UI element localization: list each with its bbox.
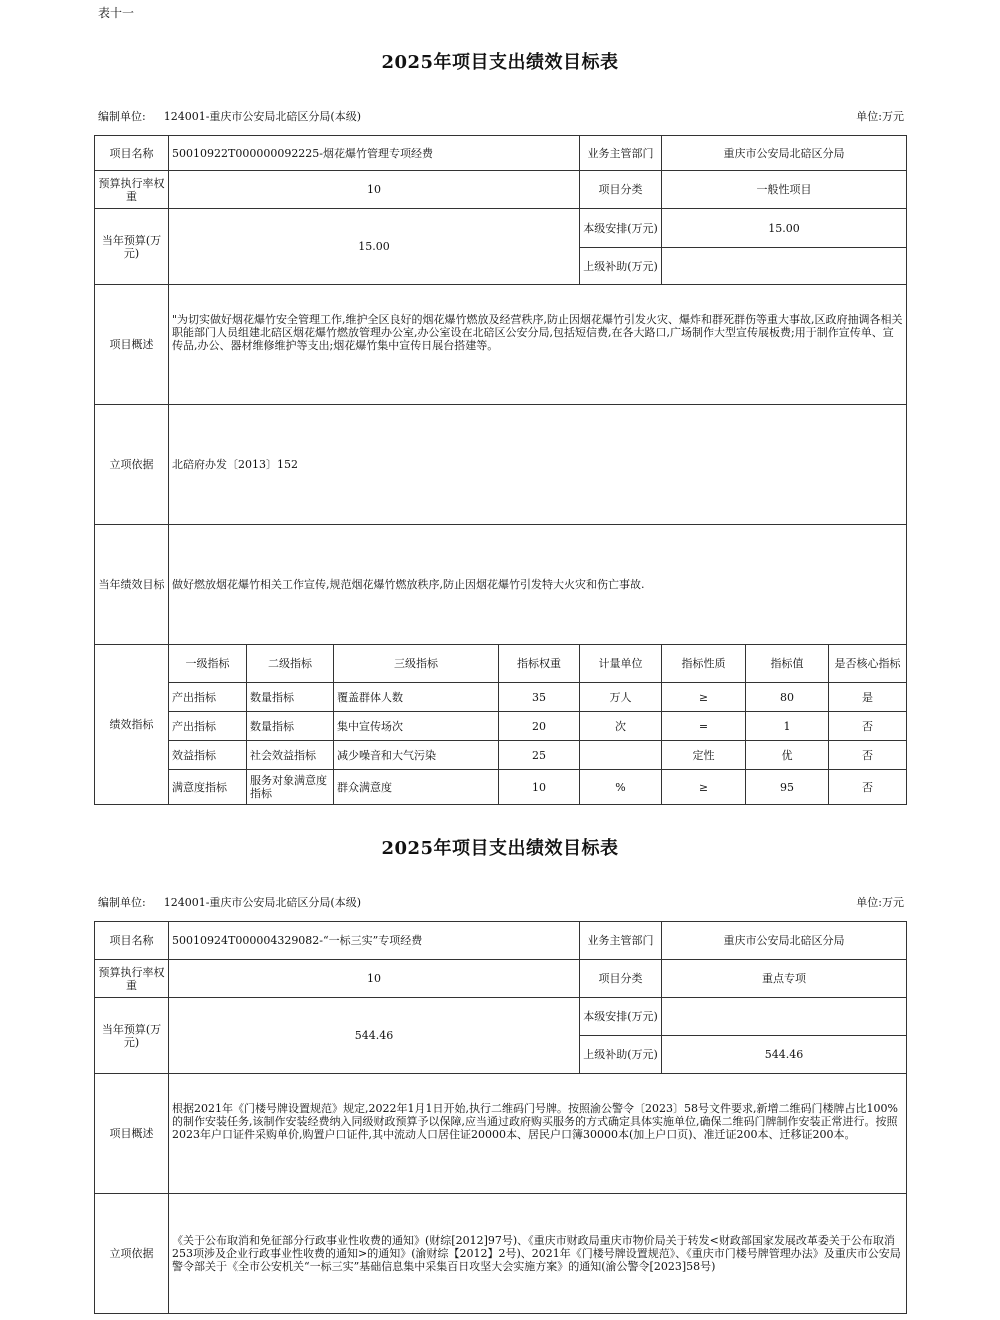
- goal-text: 做好燃放烟花爆竹相关工作宣传,规范烟花爆竹燃放秩序,防止因烟花爆竹引发特大火灾和伤亡事故.: [169, 525, 907, 645]
- summary-label: 项目概述: [95, 1074, 169, 1194]
- indicator-cell: ≥: [662, 770, 746, 805]
- indicator-cell: 否: [829, 741, 907, 770]
- indicator-cell: 否: [829, 712, 907, 741]
- table-row: [95, 683, 907, 712]
- section-1-table: [94, 135, 907, 805]
- project-name: 50010922T000000092225-烟花爆竹管理专项经费: [169, 136, 580, 171]
- indicator-cell: 次: [580, 712, 662, 741]
- budget-label: 当年预算(万元): [95, 209, 169, 285]
- indicator-cell: 群众满意度: [334, 770, 499, 805]
- budget-value: 544.46: [169, 998, 580, 1074]
- indicator-header: 是否核心指标: [829, 645, 907, 683]
- basis-label: 立项依据: [95, 405, 169, 525]
- dept-label: 业务主管部门: [580, 922, 662, 960]
- dept-value: 重庆市公安局北碚区分局: [662, 922, 907, 960]
- indicator-cell: 服务对象满意度指标: [247, 770, 334, 805]
- weight-value: 10: [169, 171, 580, 209]
- org-label: 编制单位:: [98, 896, 146, 909]
- indicator-cell: 数量指标: [247, 683, 334, 712]
- indicator-cell: 1: [746, 712, 829, 741]
- indicator-cell: 优: [746, 741, 829, 770]
- section-1-unit: 单位:万元: [856, 110, 904, 123]
- indicator-cell: 数量指标: [247, 712, 334, 741]
- indicator-cell: =: [662, 712, 746, 741]
- weight-label: 预算执行率权重: [95, 960, 169, 998]
- indicator-header: 指标值: [746, 645, 829, 683]
- budget-value: 15.00: [169, 209, 580, 285]
- project-name: 50010924T000004329082-“一标三实”专项经费: [169, 922, 580, 960]
- goal-label: 当年绩效目标: [95, 525, 169, 645]
- project-name-label: 项目名称: [95, 136, 169, 171]
- subsidy-label: 上级补助(万元): [580, 1036, 662, 1074]
- indicator-header: 指标性质: [662, 645, 746, 683]
- summary-label: 项目概述: [95, 285, 169, 405]
- weight-label: 预算执行率权重: [95, 171, 169, 209]
- section-2-title: 2025年项目支出绩效目标表: [381, 838, 619, 859]
- weight-value: 10: [169, 960, 580, 998]
- section-2-table: [94, 921, 907, 1314]
- indicator-cell: 集中宣传场次: [334, 712, 499, 741]
- budget-label: 当年预算(万元): [95, 998, 169, 1074]
- summary-text: 根据2021年《门楼号牌设置规范》规定,2022年1月1日开始,执行二维码门号牌。按照渝公警令〔2023〕58号文件要求,新增二维码门楼牌占比100%的制作安装任务,该制作安装经费纳入同级财政预算予以保障,应当通过政府购买服务的方式确定具体实施单位,确保二维码门牌制作安装正常进行。按照2023年户口证件采购单价,购置户口证件,其中流动人口居住证20000本、居民户口簿30000本(加上户口页)、准迁证200本、迁移证200本。: [169, 1074, 907, 1194]
- indicator-cell: 定性: [662, 741, 746, 770]
- own-funds-label: 本级安排(万元): [580, 998, 662, 1036]
- indicator-cell: ≥: [662, 683, 746, 712]
- indicators-label: 绩效指标: [95, 645, 169, 805]
- section-1-title: 2025年项目支出绩效目标表: [381, 52, 619, 73]
- page-tag: 表十一: [98, 6, 135, 20]
- section-2-unit: 单位:万元: [856, 896, 904, 909]
- indicator-cell: 20: [499, 712, 580, 741]
- summary-text: "为切实做好烟花爆竹安全管理工作,维护全区良好的烟花爆竹燃放及经营秩序,防止因烟花爆竹引发火灾、爆炸和群死群伤等重大事故,区政府抽调各相关职能部门人员组建北碚区烟花爆竹燃放管理办公室,办公室设在北碚区公安分局,包括短信费,在各大路口,广场制作大型宣传展板费;用于制作宣传单、宣传品,办公、器材维修维护等支出;烟花爆竹集中宣传日展台搭建等。: [169, 285, 907, 405]
- subsidy-value: [662, 248, 907, 285]
- indicator-cell: 效益指标: [169, 741, 247, 770]
- category-value: 重点专项: [662, 960, 907, 998]
- indicator-cell: [580, 741, 662, 770]
- org-value: 124001-重庆市公安局北碚区分局(本级): [163, 896, 362, 909]
- org-value: 124001-重庆市公安局北碚区分局(本级): [163, 110, 362, 123]
- indicator-cell: 万人: [580, 683, 662, 712]
- indicator-cell: 95: [746, 770, 829, 805]
- table-row: [95, 770, 907, 805]
- indicator-cell: 满意度指标: [169, 770, 247, 805]
- category-value: 一般性项目: [662, 171, 907, 209]
- dept-label: 业务主管部门: [580, 136, 662, 171]
- indicator-header: 计量单位: [580, 645, 662, 683]
- indicator-header: 指标权重: [499, 645, 580, 683]
- indicator-cell: 覆盖群体人数: [334, 683, 499, 712]
- indicator-cell: 是: [829, 683, 907, 712]
- own-funds-value: 15.00: [662, 209, 907, 248]
- indicator-cell: 10: [499, 770, 580, 805]
- table-row: [95, 712, 907, 741]
- indicator-cell: 减少噪音和大气污染: [334, 741, 499, 770]
- indicator-cell: 35: [499, 683, 580, 712]
- indicator-cell: 25: [499, 741, 580, 770]
- project-name-label: 项目名称: [95, 922, 169, 960]
- indicator-header: 三级指标: [334, 645, 499, 683]
- own-funds-value: [662, 998, 907, 1036]
- indicator-header: 二级指标: [247, 645, 334, 683]
- indicator-cell: 否: [829, 770, 907, 805]
- dept-value: 重庆市公安局北碚区分局: [662, 136, 907, 171]
- category-label: 项目分类: [580, 171, 662, 209]
- indicator-cell: %: [580, 770, 662, 805]
- indicator-cell: 产出指标: [169, 712, 247, 741]
- own-funds-label: 本级安排(万元): [580, 209, 662, 248]
- subsidy-label: 上级补助(万元): [580, 248, 662, 285]
- indicator-cell: 产出指标: [169, 683, 247, 712]
- basis-text: 北碚府办发〔2013〕152: [169, 405, 907, 525]
- table-row: [95, 741, 907, 770]
- subsidy-value: 544.46: [662, 1036, 907, 1074]
- indicator-cell: 80: [746, 683, 829, 712]
- category-label: 项目分类: [580, 960, 662, 998]
- basis-label: 立项依据: [95, 1194, 169, 1314]
- section-1-org: [98, 108, 361, 124]
- indicator-header: 一级指标: [169, 645, 247, 683]
- section-2-org: [98, 894, 361, 910]
- basis-text: 《关于公布取消和免征部分行政事业性收费的通知》(财综[2012]97号)、《重庆市财政局重庆市物价局关于转发<财政部国家发展改革委关于公布取消253项涉及企业行政事业性收费的通知>的通知》(渝财综【2012】2号)、2021年《门楼号牌设置规范》、《重庆市门楼号牌管理办法》及重庆市公安局警令部关于《全市公安机关“一标三实”基础信息集中采集百日攻坚大会实施方案》的通知(渝公警令[2023]58号): [169, 1194, 907, 1314]
- org-label: 编制单位:: [98, 110, 146, 123]
- indicator-cell: 社会效益指标: [247, 741, 334, 770]
